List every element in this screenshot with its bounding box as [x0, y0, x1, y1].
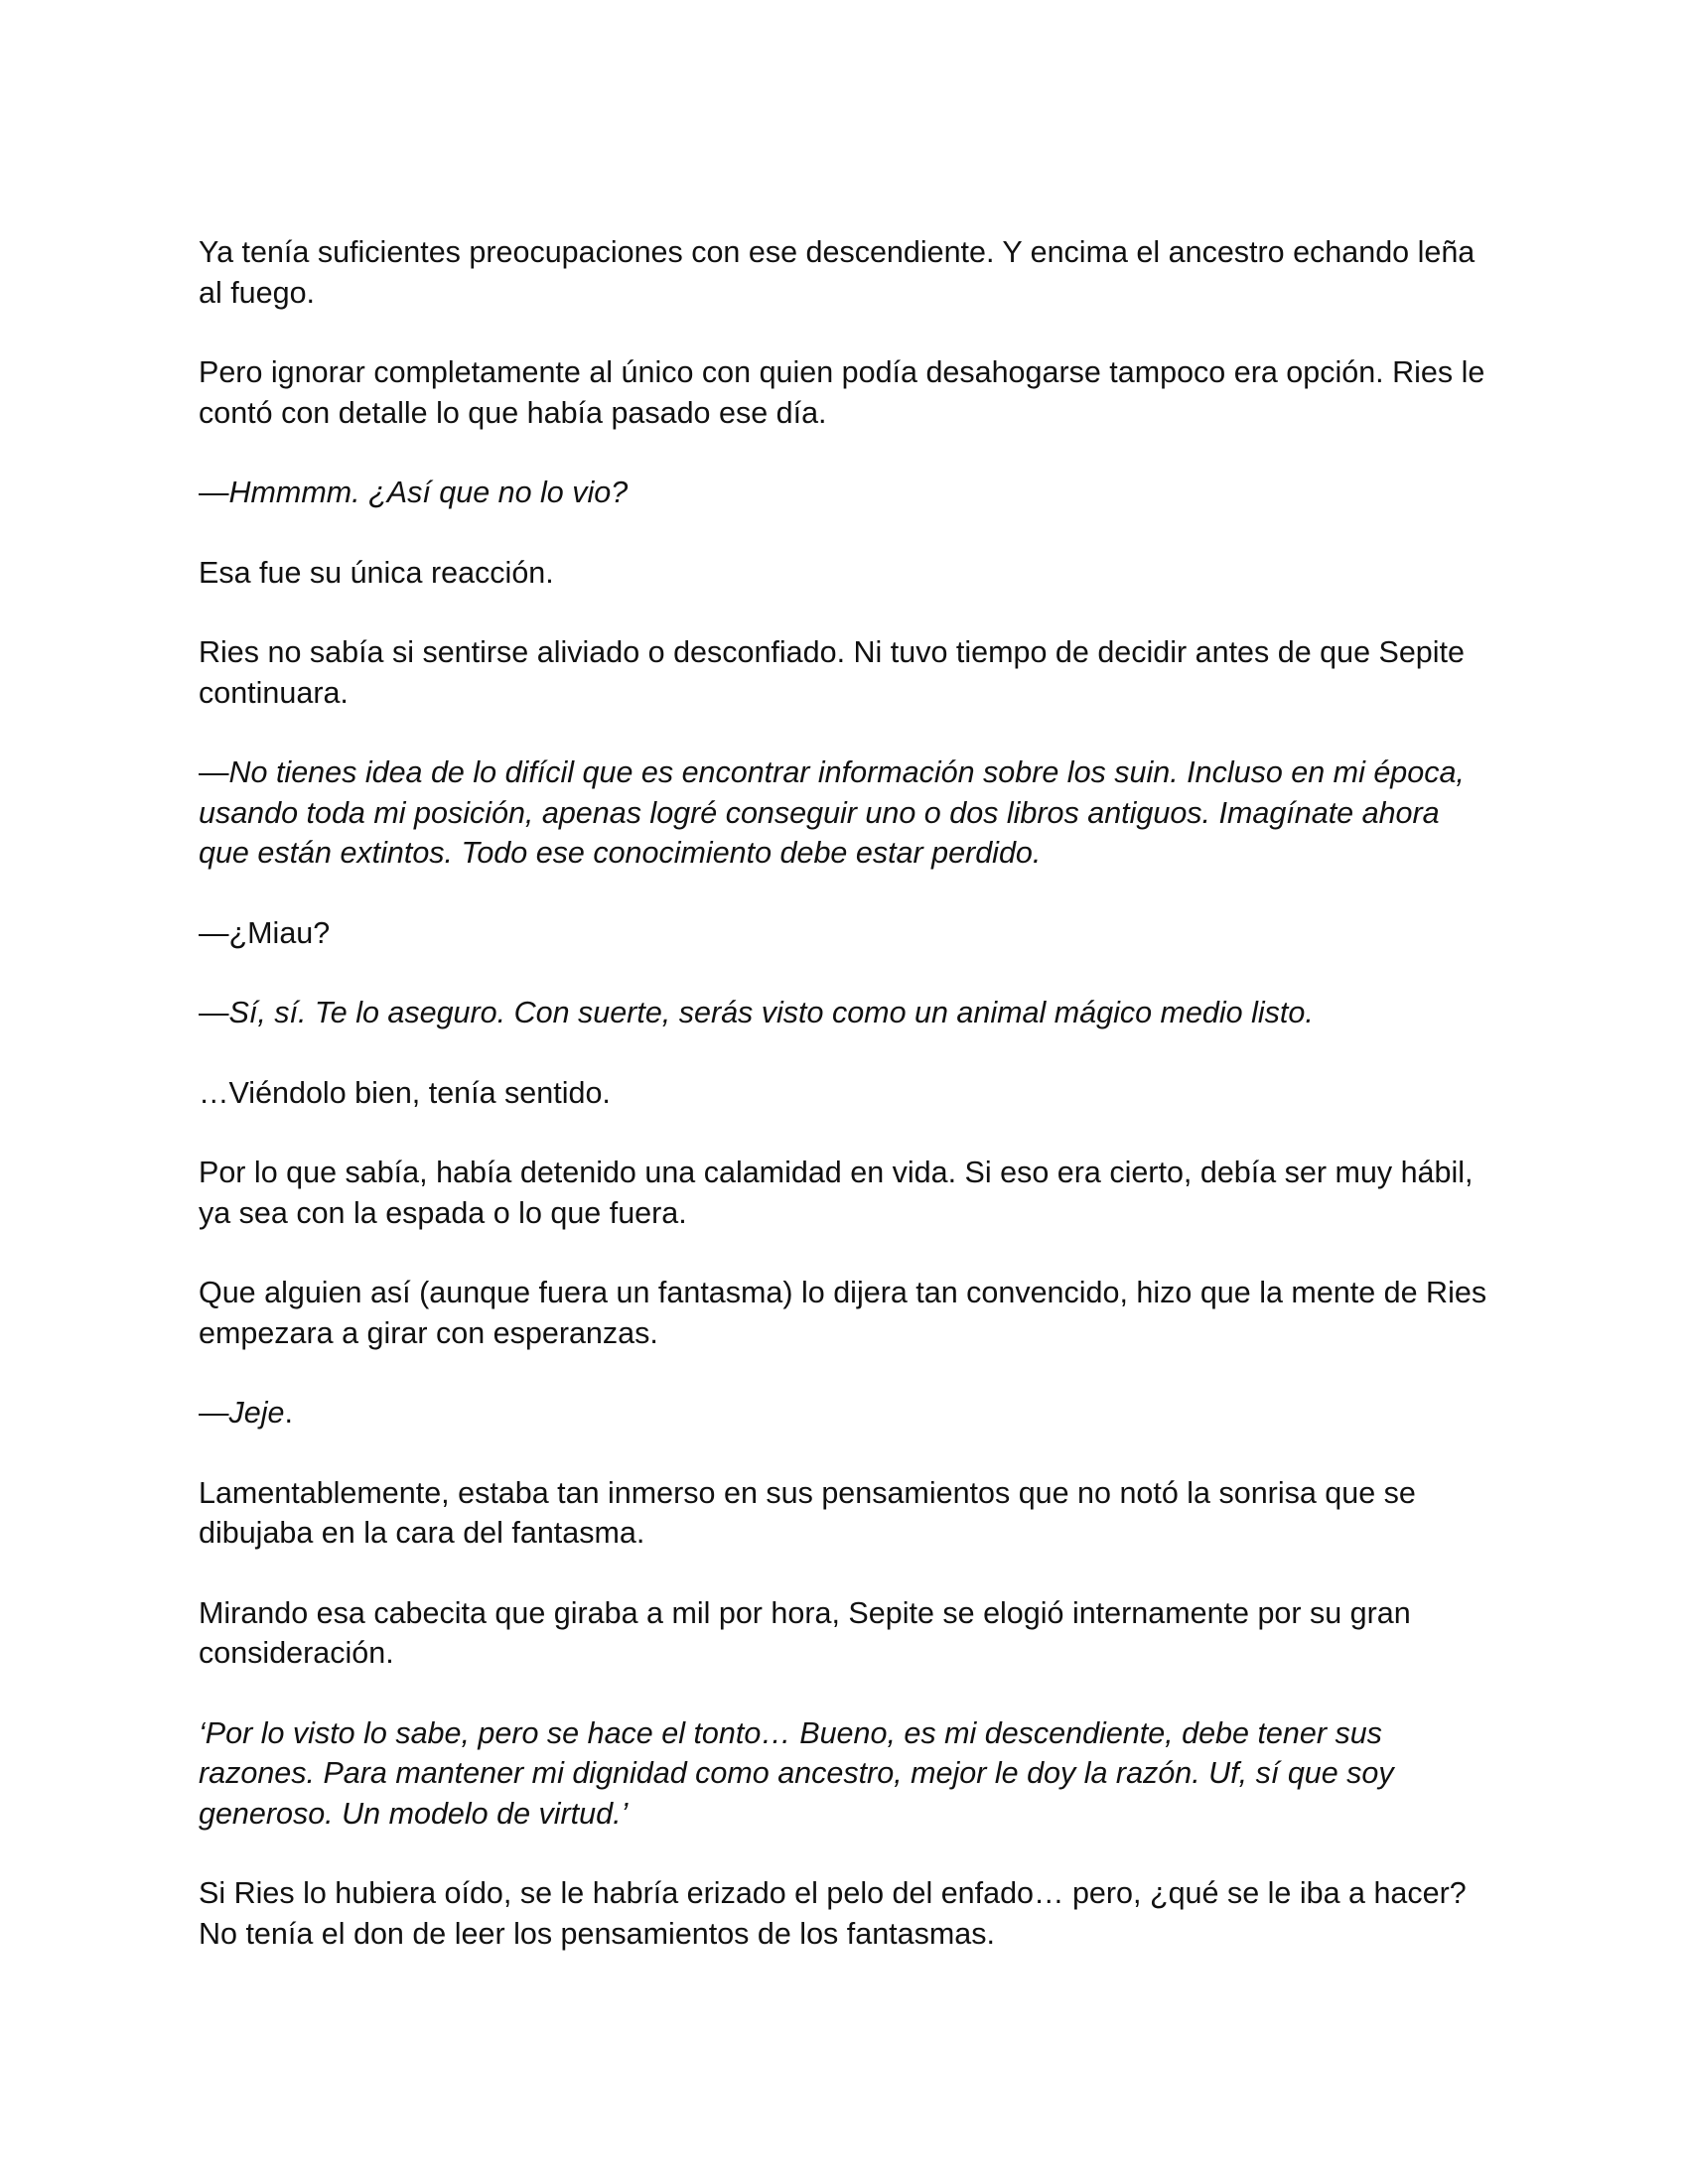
- paragraph: [199, 1273, 1489, 1353]
- paragraph: [199, 632, 1489, 713]
- text-line: [199, 1153, 1489, 1193]
- text-line: [199, 1073, 1489, 1114]
- text-line: [199, 1473, 1489, 1514]
- line-text: dibujaba en la cara del fantasma.: [199, 1516, 645, 1550]
- line-text: contó con detalle lo que había pasado ese día.: [199, 395, 827, 430]
- line-text: ‘Por lo visto lo sabe, pero se hace el tonto… Bueno, es mi descendiente, debe tener sus: [199, 1715, 1382, 1750]
- dialogue-dash: —: [199, 1396, 229, 1430]
- text-line: [199, 913, 1489, 954]
- dialogue-dash: —: [199, 476, 229, 509]
- line-text: Mirando esa cabecita que giraba a mil por hora, Sepite se elogió internamente por su gran: [199, 1595, 1411, 1630]
- text-line: [199, 833, 1489, 874]
- text-line: [199, 1193, 1489, 1234]
- line-text: Que alguien así (aunque fuera un fantasma) lo dijera tan convencido, hizo que la mente de Ries: [199, 1276, 1487, 1309]
- paragraph: [199, 752, 1489, 874]
- paragraph: [199, 352, 1489, 433]
- paragraph: [199, 1393, 1489, 1433]
- text-line: [199, 1873, 1489, 1914]
- paragraph: [199, 553, 1489, 594]
- paragraph: [199, 1073, 1489, 1114]
- text-line: [199, 1633, 1489, 1674]
- line-text: ya sea con la espada o lo que fuera.: [199, 1195, 687, 1230]
- line-text: Ries no sabía si sentirse aliviado o desconfiado. Ni tuvo tiempo de decidir antes de que Sepite: [199, 635, 1465, 669]
- paragraph: [199, 232, 1489, 313]
- text-line: [199, 1313, 1489, 1354]
- paragraph: [199, 1873, 1489, 1954]
- line-text: No tienes idea de lo difícil que es encontrar información sobre los suin. Incluso en mi época,: [228, 755, 1465, 789]
- text-line: [199, 1513, 1489, 1554]
- paragraph: [199, 913, 1489, 954]
- text-line: [199, 473, 1489, 513]
- line-text: Esa fue su única reacción.: [199, 555, 554, 590]
- paragraph: [199, 993, 1489, 1033]
- line-text: Ya tenía suficientes preocupaciones con ese descendiente. Y encima el ancestro echando leña: [199, 235, 1476, 269]
- dialogue-dash: —: [199, 755, 229, 789]
- line-text: que están extintos. Todo ese conocimiento debe estar perdido.: [199, 836, 1042, 870]
- text-line: [199, 993, 1489, 1033]
- paragraph: [199, 1713, 1489, 1835]
- line-text: Por lo que sabía, había detenido una calamidad en vida. Si eso era cierto, debía ser muy hábil,: [199, 1156, 1474, 1189]
- text-line: [199, 1753, 1489, 1794]
- text-line: [199, 553, 1489, 594]
- line-text: Sí, sí. Te lo aseguro. Con suerte, serás visto como un animal mágico medio listo.: [228, 996, 1314, 1029]
- text-line: [199, 393, 1489, 434]
- paragraph: [199, 473, 1489, 513]
- text-line: [199, 273, 1489, 314]
- line-text: continuara.: [199, 675, 349, 710]
- line-text: Jeje: [228, 1396, 285, 1430]
- line-text: usando toda mi posición, apenas logré conseguir uno o dos libros antiguos. Imagínate ahora: [199, 795, 1440, 830]
- text-line: [199, 1593, 1489, 1634]
- text-line: [199, 352, 1489, 393]
- dialogue-dash: —: [199, 996, 229, 1029]
- line-text: …Viéndolo bien, tenía sentido.: [199, 1075, 611, 1110]
- line-text: Hmmmm. ¿Así que no lo vio?: [228, 476, 629, 509]
- line-text: razones. Para mantener mi dignidad como ancestro, mejor le doy la razón. Uf, sí que soy: [199, 1756, 1394, 1790]
- line-text: al fuego.: [199, 275, 316, 310]
- line-text: Si Ries lo hubiera oído, se le habría erizado el pelo del enfado… pero, ¿qué se le iba a hacer?: [199, 1876, 1467, 1910]
- document-page: [199, 232, 1489, 1993]
- text-line: [199, 793, 1489, 834]
- text-line: [199, 1794, 1489, 1835]
- paragraph: [199, 1473, 1489, 1554]
- line-text: Lamentablemente, estaba tan inmerso en sus pensamientos que no notó la sonrisa que se: [199, 1475, 1416, 1510]
- paragraph: [199, 1153, 1489, 1233]
- line-text: empezara a girar con esperanzas.: [199, 1315, 658, 1350]
- text-line: [199, 752, 1489, 793]
- text-line: [199, 1393, 1489, 1433]
- line-text: Pero ignorar completamente al único con quien podía desahogarse tampoco era opción. Ries le: [199, 355, 1485, 389]
- line-text: consideración.: [199, 1636, 394, 1670]
- text-line: [199, 1914, 1489, 1955]
- text-line: [199, 673, 1489, 714]
- line-tail: .: [284, 1396, 293, 1430]
- text-line: [199, 632, 1489, 673]
- text-line: [199, 1713, 1489, 1754]
- line-text: No tenía el don de leer los pensamientos de los fantasmas.: [199, 1916, 995, 1951]
- line-text: —¿Miau?: [199, 915, 331, 950]
- line-text: generoso. Un modelo de virtud.’: [199, 1796, 629, 1831]
- text-line: [199, 232, 1489, 273]
- paragraph: [199, 1593, 1489, 1674]
- text-line: [199, 1273, 1489, 1313]
